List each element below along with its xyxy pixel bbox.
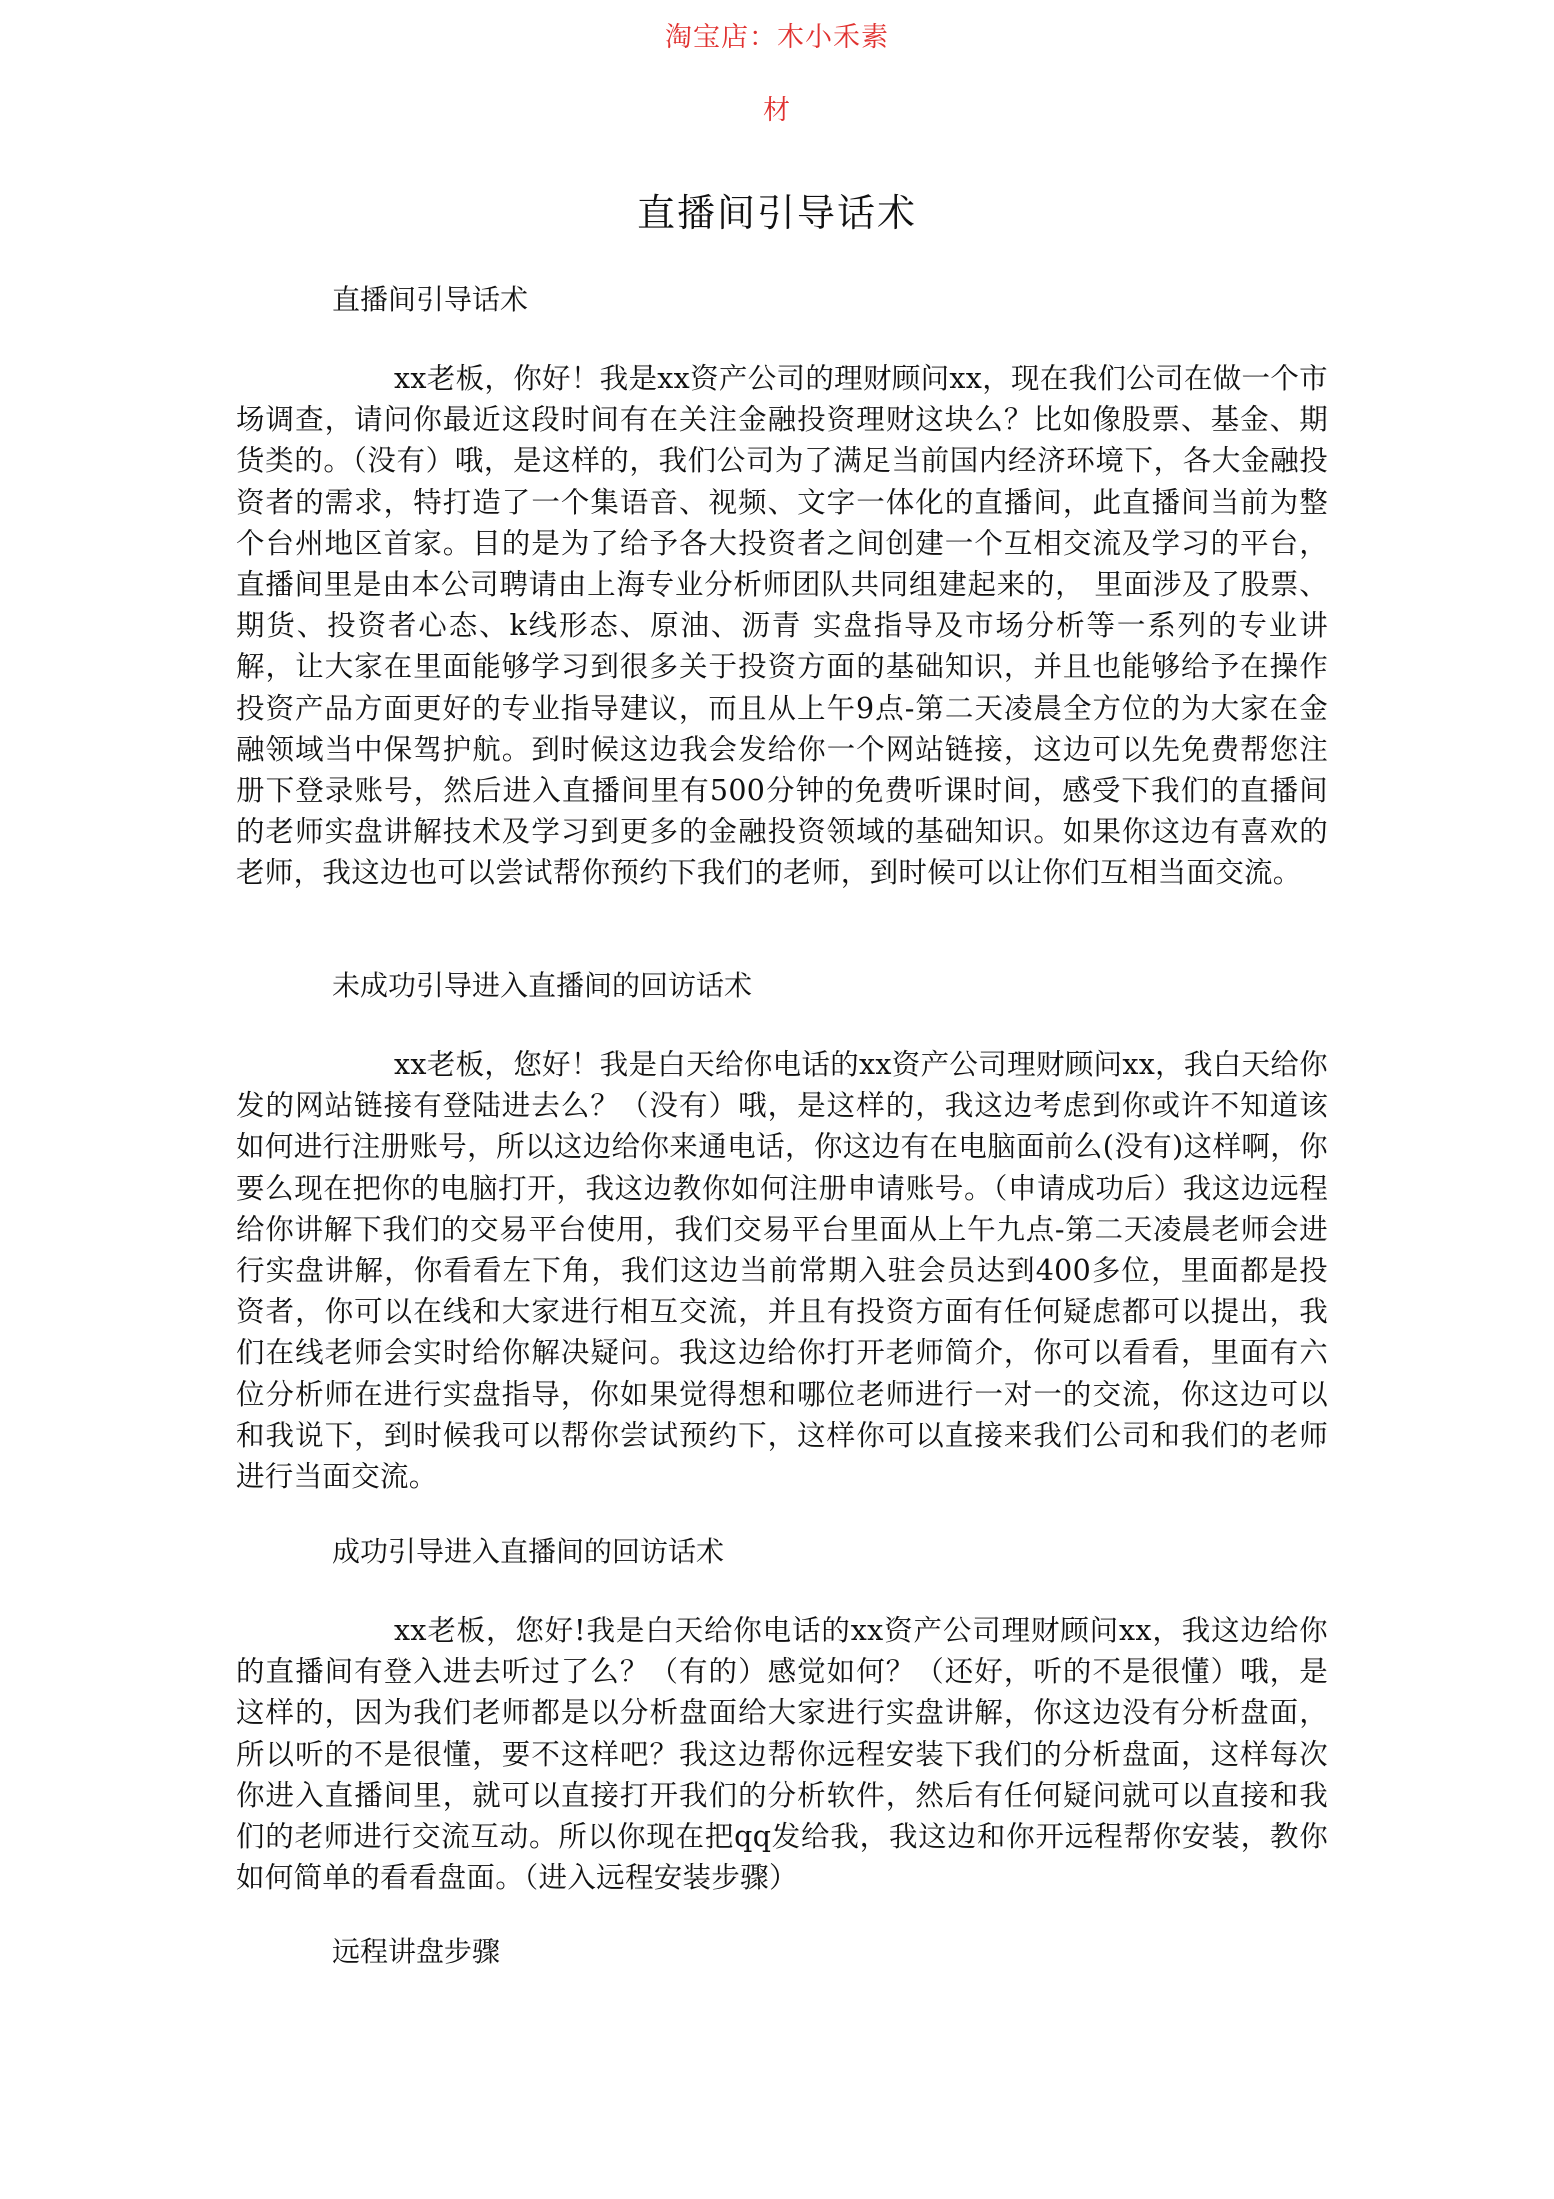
section-paragraph-3: xx老板，您好!我是白天给你电话的xx资产公司理财顾问xx，我这边给你的直播间有登入进去听过了么？（有的）感觉如何？（还好，听的不是很懂）哦，是这样的，因为我们老师都是以分析盘面给大家进行实盘讲解，你这边没有分析盘面，所以听的不是很懂，要不这样吧？我这边帮你远程安装下我们的分析盘面，这样每次你进入直播间里，就可以直接打开我们的分析软件，然后有任何疑问就可以直接和我们的老师进行交流互动。所以你现在把qq发给我，我这边和你开远程帮你安装，教你如何简单的看看盘面。（进入远程安装步骤） xyxy=(236,1614,1328,1895)
section-heading-1: 直播间引导话术 xyxy=(332,283,529,316)
document-title: 直播间引导话术 xyxy=(636,191,917,235)
watermark-line-2: 材 xyxy=(763,95,791,126)
section-paragraph-1: xx老板，你好！我是xx资产公司的理财顾问xx，现在我们公司在做一个市场调查，请问你最近这段时间有在关注金融投资理财这块么？比如像股票、基金、期货类的。（没有）哦，是这样的，我们公司为了满足当前国内经济环境下，各大金融投资者的需求，特打造了一个集语音、视频、文字一体化的直播间，此直播间当前为整个台州地区首家。目的是为了给予各大投资者之间创建一个互相交流及学习的平台，直播间里是由本公司聘请由上海专业分析师团队共同组建起来的， 里面涉及了股票、期货、投资者心态、k线形态、原油、沥青 实盘指导及市场分析等一系列的专业讲解，让大家在里面能够学习到很多关于投资方面的基础知识，并且也能够给予在操作投资产品方面更好的专业指导建议，而且从上午9点-第二天凌晨全方位的为大家在金融领域当中保驾护航。到时候这边我会发给你一个网站链接，这边可以先免费帮您注册下登录账号，然后进入直播间里有500分钟的免费听课时间，感受下我们的直播间的老师实盘讲解技术及学习到更多的金融投资领域的基础知识。如果你这边有喜欢的老师，我这边也可以尝试帮你预约下我们的老师，到时候可以让你们互相当面交流。 xyxy=(236,362,1328,890)
section-heading-2: 未成功引导进入直播间的回访话术 xyxy=(332,969,753,1002)
section-paragraph-2: xx老板，您好！我是白天给你电话的xx资产公司理财顾问xx，我白天给你发的网站链接有登陆进去么？（没有）哦，是这样的，我这边考虑到你或许不知道该如何进行注册账号，所以这边给你来通电话，你这边有在电脑面前么(没有)这样啊，你要么现在把你的电脑打开，我这边教你如何注册申请账号。（申请成功后）我这边远程给你讲解下我们的交易平台使用，我们交易平台里面从上午九点-第二天凌晨老师会进行实盘讲解，你看看左下角，我们这边当前常期入驻会员达到400多位，里面都是投资者，你可以在线和大家进行相互交流，并且有投资方面有任何疑虑都可以提出，我们在线老师会实时给你解决疑问。我这边给你打开老师简介，你可以看看，里面有六位分析师在进行实盘指导，你如果觉得想和哪位老师进行一对一的交流，你这边可以和我说下，到时候我可以帮你尝试预约下，这样你可以直接来我们公司和我们的老师进行当面交流。 xyxy=(236,1048,1328,1494)
section-heading-4: 远程讲盘步骤 xyxy=(332,1935,501,1968)
section-heading-3: 成功引导进入直播间的回访话术 xyxy=(332,1535,725,1568)
watermark-line-1: 淘宝店：木小禾素 xyxy=(665,22,889,53)
